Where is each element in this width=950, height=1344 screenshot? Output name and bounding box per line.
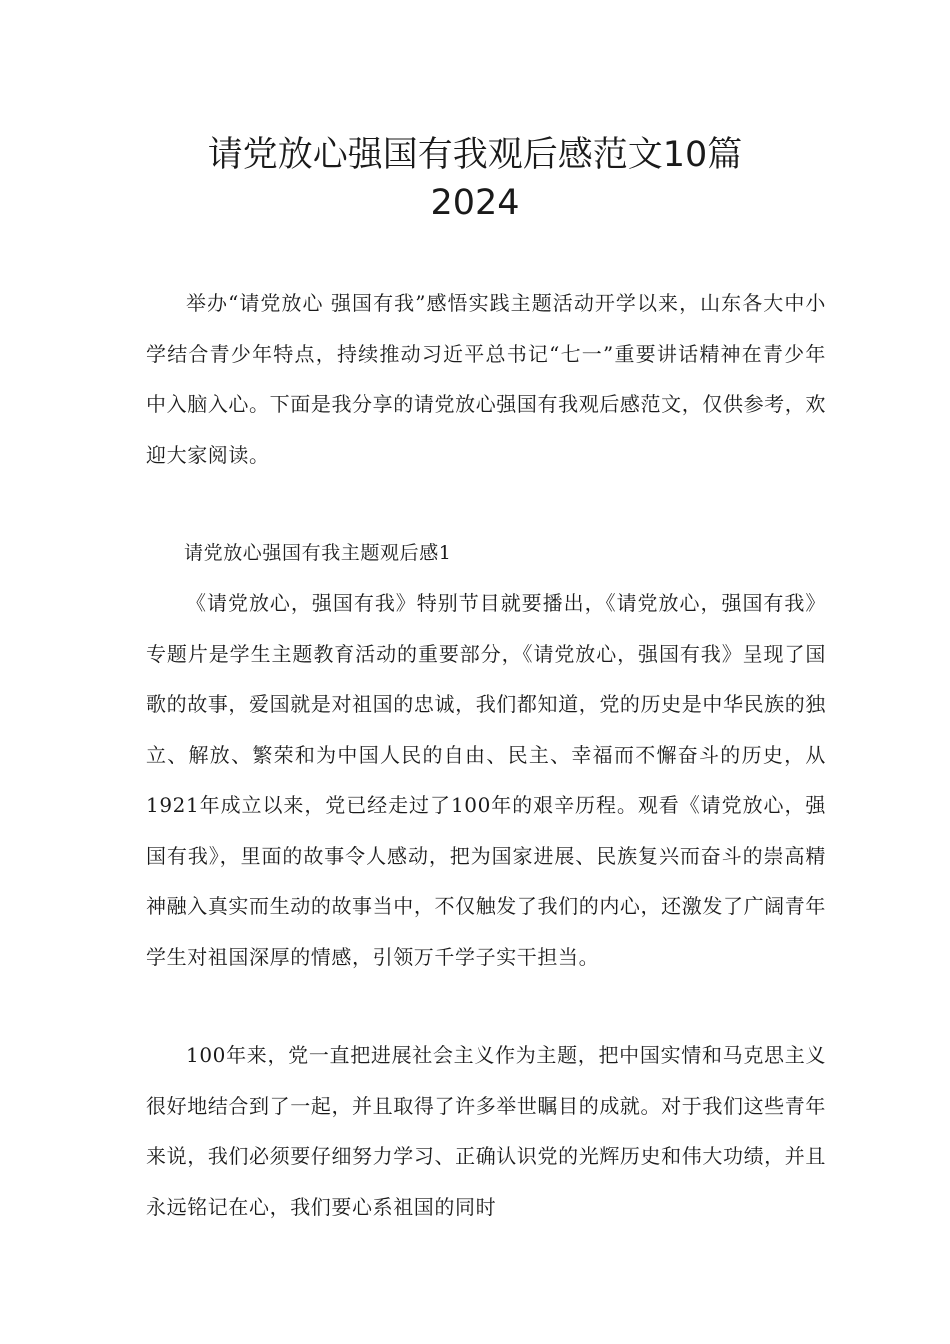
body-paragraph-1: 《请党放心，强国有我》特别节目就要播出，《请党放心，强国有我》专题片是学生主题教育活动的重要部分，《请党放心，强国有我》呈现了国歌的故事，爱国就是对祖国的忠诚，我们都知道，党的历史是中华民族的独立、解放、繁荣和为中国人民的自由、民主、幸福而不懈奋斗的历史，从1921年成立以来，党已经走过了100年的艰辛历程。观看《请党放心，强国有我》，里面的故事令人感动，把为国家进展、民族复兴而奋斗的崇高精神融入真实而生动的故事当中，不仅触发了我们的内心，还激发了广阔青年学生对祖国深厚的情感，引领万千学子实干担当。: [146, 591, 826, 969]
document-title: 请党放心强国有我观后感范文10篇: [207, 135, 743, 175]
document-title-year: 2024: [430, 183, 520, 223]
intro-paragraph: 举办“请党放心 强国有我”感悟实践主题活动开学以来，山东各大中小学结合青少年特点，持续推动习近平总书记“七一”重要讲话精神在青少年中入脑入心。下面是我分享的请党放心强国有我观后感范文，仅供参考，欢迎大家阅读。: [146, 291, 826, 467]
body-paragraph-2: 100年来，党一直把进展社会主义作为主题，把中国实情和马克思主义很好地结合到了一起，并且取得了许多举世瞩目的成就。对于我们这些青年来说，我们必须要仔细努力学习、正确认识党的光辉历史和伟大功绩，并且永远铭记在心，我们要心系祖国的同时: [146, 1043, 826, 1219]
section-heading: 请党放心强国有我主题观后感1: [184, 542, 452, 564]
